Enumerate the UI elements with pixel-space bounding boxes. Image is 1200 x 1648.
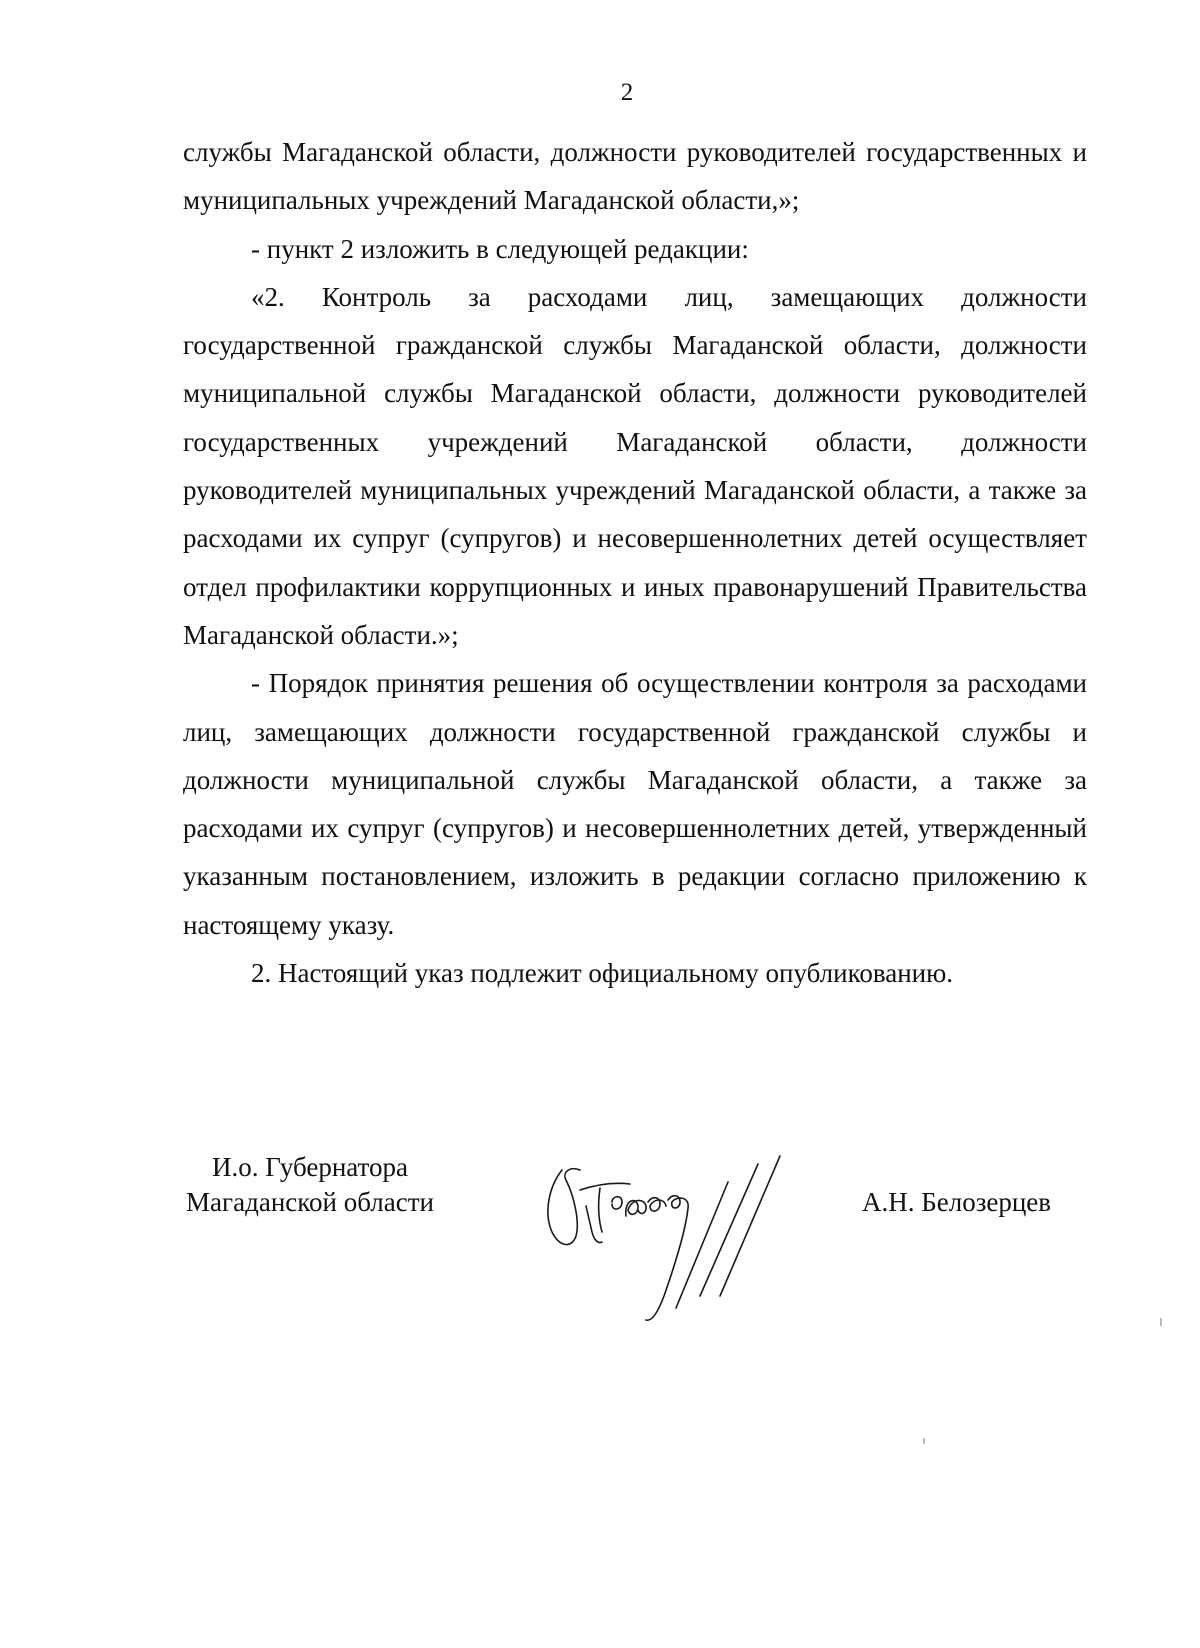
paragraph-clause-2-text: «2. Контроль за расходами лиц, замещающих должности государственной гражданской службы Магаданской области, должности муниципальной службы Магаданской области, должности руководителей государственных учреждений Магаданской области, должности руководителей муниципальных учреждений Магаданской области, а также за расходами их супруг (супругов) и несовершеннолетних детей осуществляет отдел профилактики коррупционных и иных правонарушений Правительства Магаданской области.»; (183, 281, 1087, 650)
signatory-position-line2: Магаданской области (186, 1187, 434, 1217)
page-number: 2 (620, 79, 634, 106)
scan-speck (923, 1438, 925, 1444)
paragraph-continuation: службы Магаданской области, должности руководителей государственных и муниципальных учреждений Магаданской области,»; (183, 137, 1087, 216)
signatory-name: А.Н. Белозерцев (862, 1187, 1052, 1217)
signatory-position (170, 1150, 450, 1220)
signature-block (0, 1150, 1200, 1350)
paragraph-procedure-amendment: - Порядок принятия решения об осуществлении контроля за расходами лиц, замещающих должности государственной гражданской службы и должности муниципальной службы Магаданской области, а также за расходами их супруг (супругов) и несовершеннолетних детей, утвержденный указанным постановлением, изложить в редакции согласно приложению к настоящему указу. (183, 668, 1087, 940)
scan-speck (1160, 1318, 1162, 1326)
paragraph-publication: 2. Настоящий указ подлежит официальному опубликованию. (251, 958, 954, 989)
signatory-position-line1: И.о. Губернатора (211, 1152, 408, 1182)
paragraph-amendment-intro: - пункт 2 изложить в следующей редакции: (251, 233, 749, 264)
document-body (183, 128, 1087, 997)
handwritten-signature (540, 1136, 810, 1336)
